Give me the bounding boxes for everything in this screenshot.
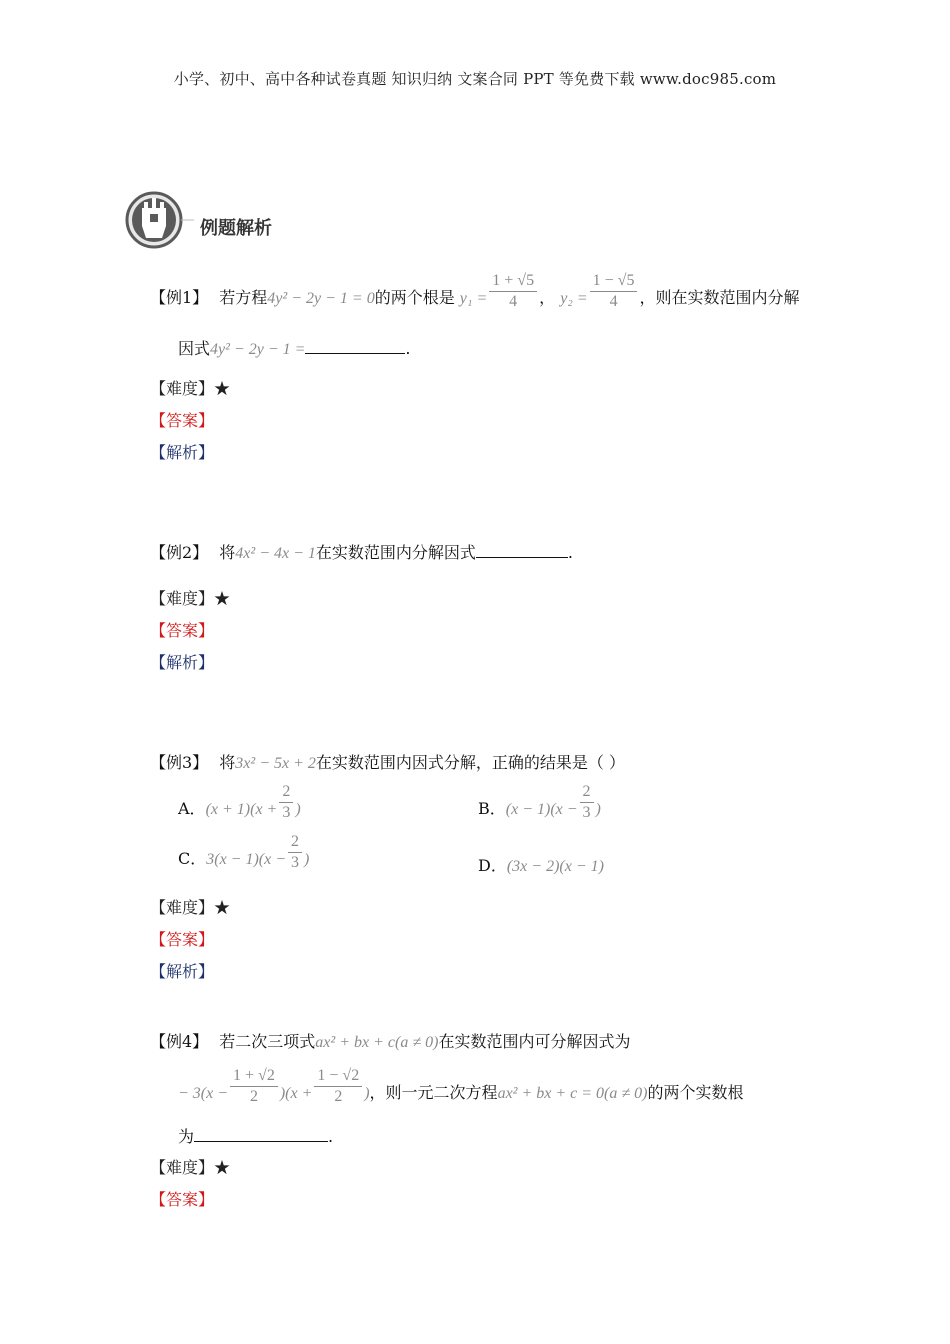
denominator: 4 — [509, 293, 518, 310]
fraction — [590, 271, 638, 312]
denominator: 4 — [609, 293, 618, 310]
numerator: 2 — [279, 782, 293, 803]
answer-label: 【答案】 — [150, 621, 215, 640]
denominator: 3 — [291, 854, 300, 871]
difficulty-label: 【难度】★ — [150, 379, 231, 398]
question-text: 在实数范围内可分解因式为 — [438, 1032, 631, 1051]
denominator: 3 — [282, 804, 291, 821]
question-text: 将 — [219, 753, 236, 772]
numerator: 1 − √2 — [314, 1066, 362, 1087]
option-expr: (x + 1)(x + — [205, 801, 278, 818]
example-4-line-3 — [178, 1124, 333, 1147]
fraction — [279, 782, 293, 823]
question-text: 若方程 — [219, 288, 268, 307]
equation: 4y² − 2y − 1 = — [210, 341, 306, 358]
equation: 3x² − 5x + 2 — [235, 755, 316, 772]
example-2-line-1 — [150, 540, 573, 563]
root-label: y₁ = — [459, 290, 488, 307]
option-letter: D． — [478, 856, 507, 875]
example-tag: 【例4】 — [150, 1032, 209, 1051]
punctuation: ， — [539, 288, 556, 307]
equation: )(x + — [279, 1085, 313, 1102]
equation: − 3(x − — [178, 1085, 229, 1102]
numerator: 2 — [580, 782, 594, 803]
answer-label: 【答案】 — [150, 411, 215, 430]
page-header: 小学、初中、高中各种试卷真题 知识归纳 文案合同 PPT 等免费下载 www.doc985.com — [173, 70, 777, 88]
question-text: 将 — [219, 543, 236, 562]
question-text: 若二次三项式 — [219, 1032, 316, 1051]
option-letter: B． — [478, 799, 506, 818]
equation: ax² + bx + c = 0(a ≠ 0) — [497, 1085, 648, 1102]
example-tag: 【例3】 — [150, 753, 209, 772]
denominator: 2 — [334, 1088, 343, 1105]
example-3-line-1 — [150, 750, 625, 773]
numerator: 1 + √2 — [230, 1066, 278, 1087]
answer-blank[interactable] — [305, 339, 405, 354]
analysis-label: 【解析】 — [150, 443, 215, 462]
fraction — [580, 782, 594, 823]
answer-blank[interactable] — [194, 1127, 328, 1142]
equation: ax² + bx + c(a ≠ 0) — [315, 1034, 439, 1051]
question-text: ，则一元二次方程 — [369, 1083, 498, 1102]
castle-badge-icon — [124, 190, 194, 250]
fraction — [288, 832, 302, 873]
option-expr: (x − 1)(x − — [505, 801, 578, 818]
option-expr: ) — [595, 801, 601, 818]
example-1-line-1 — [150, 272, 800, 312]
equation: 4x² − 4x − 1 — [235, 545, 316, 562]
answer-label: 【答案】 — [150, 1190, 215, 1209]
example-4-line-2 — [178, 1067, 744, 1107]
example-tag: 【例2】 — [150, 543, 209, 562]
numerator: 1 − √5 — [590, 271, 638, 292]
root-label: y₂ = — [560, 290, 588, 307]
option-b[interactable] — [478, 783, 601, 823]
option-expr: 3(x − 1)(x − — [206, 851, 287, 868]
option-expr: (3x − 2)(x − 1) — [506, 858, 604, 875]
numerator: 2 — [288, 832, 302, 853]
analysis-label: 【解析】 — [150, 653, 215, 672]
question-text: ，则在实数范围内分解 — [639, 288, 800, 307]
difficulty-label: 【难度】★ — [150, 589, 231, 608]
answer-label: 【答案】 — [150, 930, 215, 949]
fraction — [489, 271, 537, 312]
difficulty-label: 【难度】★ — [150, 898, 231, 917]
section-heading — [124, 190, 304, 250]
fraction — [230, 1066, 278, 1107]
option-letter: C． — [178, 849, 207, 868]
option-expr: ) — [295, 801, 301, 818]
question-text: 在实数范围内分解因式 — [315, 543, 476, 562]
punctuation: . — [328, 1127, 334, 1146]
fraction — [314, 1066, 362, 1107]
denominator: 2 — [249, 1088, 258, 1105]
example-1-line-2 — [178, 336, 411, 359]
punctuation: . — [405, 339, 411, 358]
section-title: 例题解析 — [200, 218, 272, 239]
option-letter: A． — [178, 799, 206, 818]
answer-blank[interactable] — [476, 543, 568, 558]
difficulty-label: 【难度】★ — [150, 1158, 231, 1177]
numerator: 1 + √5 — [489, 271, 537, 292]
example-4-line-1 — [150, 1029, 630, 1052]
question-text: 因式 — [178, 339, 211, 358]
question-text: 为 — [178, 1127, 195, 1146]
option-a[interactable] — [178, 783, 301, 823]
punctuation: . — [567, 543, 573, 562]
question-text: 的两个根是 — [374, 288, 455, 307]
option-c[interactable] — [178, 833, 310, 873]
denominator: 3 — [582, 804, 591, 821]
option-d[interactable] — [478, 853, 604, 876]
equation: ) — [364, 1085, 370, 1102]
example-tag: 【例1】 — [150, 288, 209, 307]
question-text: 在实数范围内因式分解，正确的结果是（ ） — [315, 753, 625, 772]
analysis-label: 【解析】 — [150, 962, 215, 981]
question-text: 的两个实数根 — [647, 1083, 744, 1102]
equation: 4y² − 2y − 1 = 0 — [267, 290, 375, 307]
option-expr: ) — [304, 851, 310, 868]
